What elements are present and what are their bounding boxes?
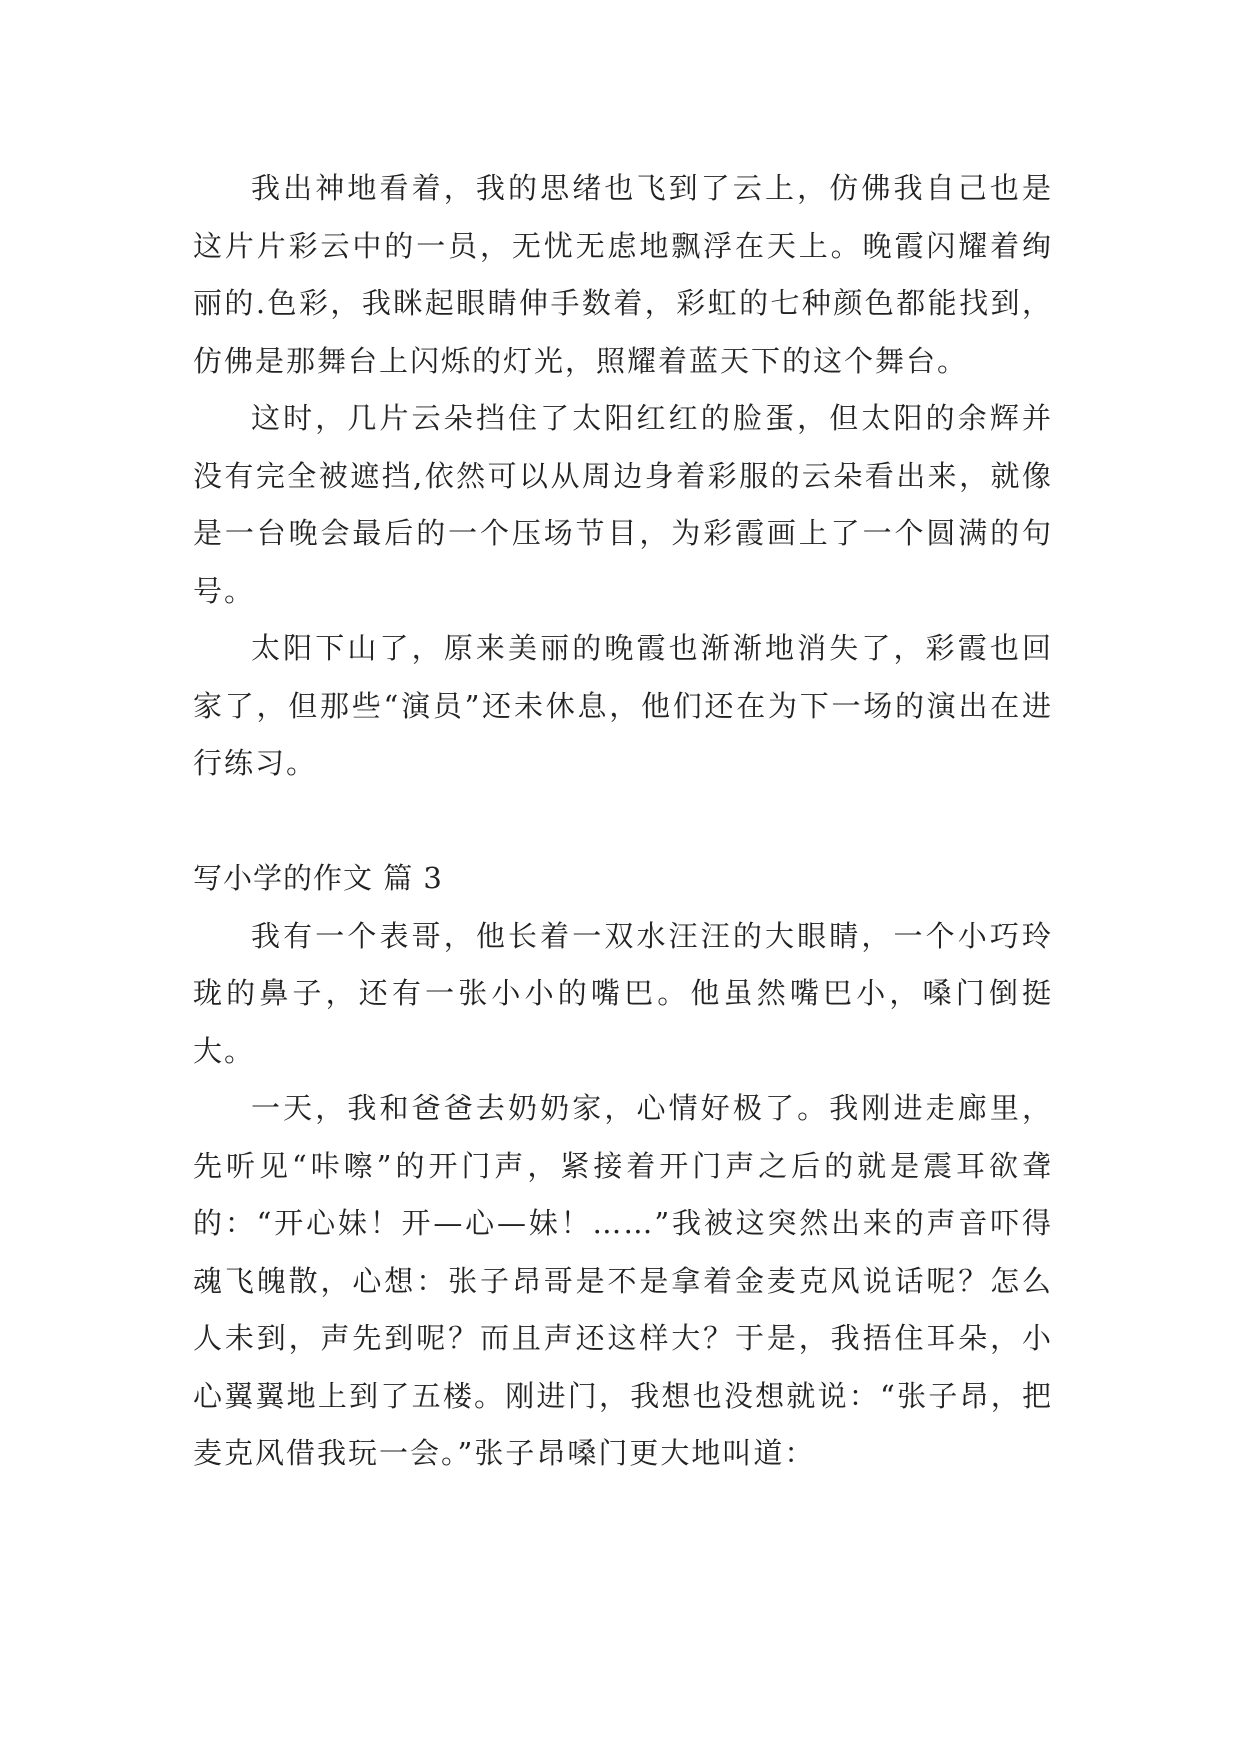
paragraph: 我出神地看着，我的思绪也飞到了云上，仿佛我自己也是这片片彩云中的一员，无忧无虑地飘浮在天上。晚霞闪耀着绚丽的.色彩，我眯起眼睛伸手数着，彩虹的七种颜色都能找到，仿佛是那舞台上闪烁的灯光，照耀着蓝天下的这个舞台。 bbox=[193, 171, 1053, 378]
paragraph: 太阳下山了，原来美丽的晚霞也渐渐地消失了，彩霞也回家了，但那些“演员”还未休息，他们还在为下一场的演出在进行练习。 bbox=[193, 631, 1053, 780]
paragraph: 我有一个表哥，他长着一双水汪汪的大眼睛，一个小巧玲珑的鼻子，还有一张小小的嘴巴。他虽然嘴巴小，嗓门倒挺大。 bbox=[193, 918, 1053, 1068]
paragraph: 这时，几片云朵挡住了太阳红红的脸蛋，但太阳的余辉并没有完全被遮挡,依然可以从周边身着彩服的云朵看出来，就像是一台晚会最后的一个压场节目，为彩霞画上了一个圆满的句号。 bbox=[193, 401, 1053, 608]
document-body bbox=[193, 160, 1053, 1483]
section-heading: 写小学的作文 篇 3 bbox=[193, 861, 443, 895]
paragraph: 一天，我和爸爸去奶奶家，心情好极了。我刚进走廊里，先听见“咔嚓”的开门声，紧接着开门声之后的就是震耳欲聋的：“开心妹！开—心—妹！……”我被这突然出来的声音吓得魂飞魄散，心想：张子昂哥是不是拿着金麦克风说话呢？怎么人未到，声先到呢？而且声还这样大？于是，我捂住耳朵，小心翼翼地上到了五楼。刚进门，我想也没想就说：“张子昂，把麦克风借我玩一会。”张子昂嗓门更大地叫道： bbox=[193, 1091, 1053, 1470]
